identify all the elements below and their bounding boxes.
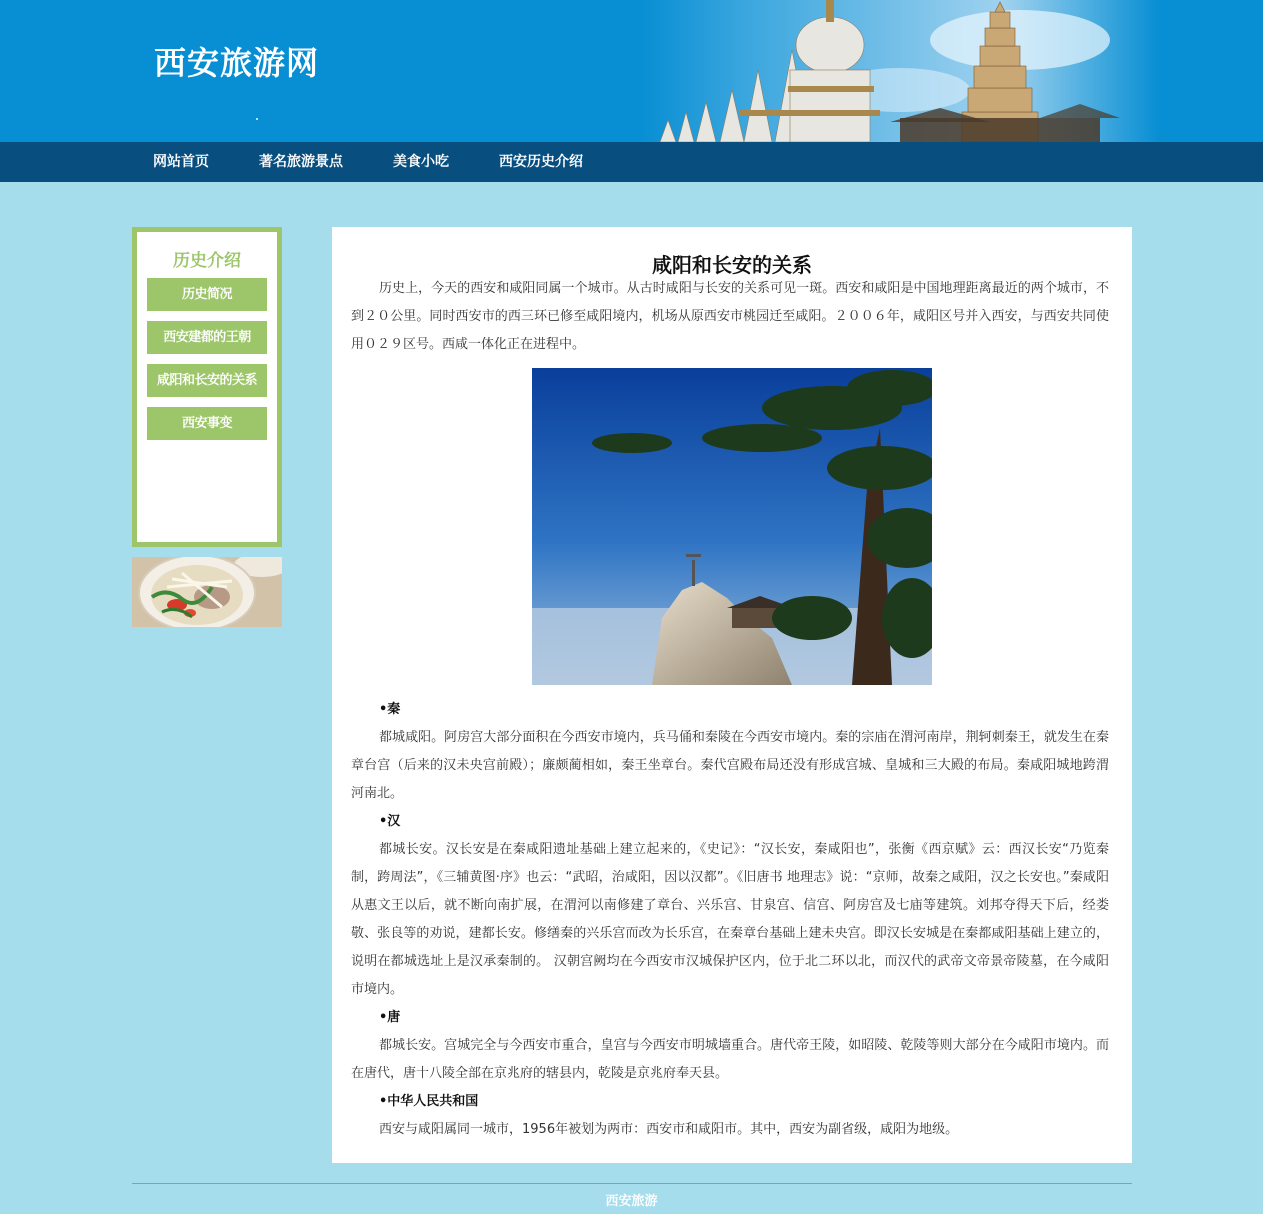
food-image[interactable] [132,557,282,627]
nav-item-food[interactable]: 美食小吃 [393,154,449,170]
site-header [0,0,1263,142]
footer-divider [132,1183,1132,1184]
section-heading-han: •汉 [379,814,401,829]
footer-text: 西安旅游 [605,1194,658,1209]
section-heading-prc: •中华人民共和国 [379,1094,479,1109]
sidebar-menu [132,227,282,547]
section-text-han: 都城长安。汉长安是在秦咸阳遗址基础上建立起来的，《史记》：“汉长安，秦咸阳也”，张衡《西京赋》云：西汉长安“乃览秦制，跨周法”，《三辅黄图·序》也云：“武昭，治咸阳，因以汉都”。《旧唐书 地理志》说：“京师，故秦之咸阳，汉之长安也。”秦咸阳从惠文王以后，就不断向南扩展，在渭河以南修建了章台、兴乐宫、甘泉宫、信宫、阿房宫及七庙等建筑。刘邦夺得天下后，经娄敬、张良等的劝说，建都长安。修缮秦的兴乐宫而改为长乐宫，在秦章台基础上建未央宫。即汉长安城是在秦都咸阳基础上建立的，说明在都城选址上是汉承秦制的。 汉朝宫阙均在今西安市汉城保护区内，位于北二环以北，而汉代的武帝文帝景帝陵墓，在今咸阳市境内。 [351,842,1109,997]
sidebar-item-xian-incident[interactable]: 西安事变 [147,407,267,440]
section-text-qin: 都城咸阳。阿房宫大部分面积在今西安市境内，兵马俑和秦陵在今西安市境内。秦的宗庙在渭河南岸，荆轲刺秦王，就发生在秦章台宫（后来的汉未央宫前殿）；廉颇蔺相如，秦王坐章台。秦代宫殿布局还没有形成宫城、皇城和三大殿的布局。秦咸阳城地跨渭河南北。 [351,730,1109,801]
section-text-tang: 都城长安。宫城完全与今西安市重合，皇宫与今西安市明城墙重合。唐代帝王陵，如昭陵、乾陵等则大部分在今咸阳市境内。而在唐代，唐十八陵全部在京兆府的辖县内，乾陵是京兆府奉天县。 [351,1038,1109,1081]
sidebar-item-dynasties[interactable]: 西安建都的王朝 [147,321,267,354]
sidebar-title: 历史介绍 [173,251,241,271]
nav-item-history[interactable]: 西安历史介绍 [499,154,583,170]
mountain-photo [532,368,932,685]
article-panel [332,227,1132,1163]
sidebar-item-overview[interactable]: 历史简况 [147,278,267,311]
article-title: 咸阳和长安的关系 [652,253,812,277]
sidebar-item-xianyang-changan[interactable]: 咸阳和长安的关系 [147,364,267,397]
section-text-prc: 西安与咸阳属同一城市，1956年被划为两市：西安市和咸阳市。其中，西安为副省级，咸阳为地级。 [379,1122,959,1137]
main-nav [0,142,1263,182]
site-logo[interactable]: 西安旅游网 [154,44,320,82]
section-heading-qin: •秦 [379,702,401,717]
section-heading-tang: •唐 [379,1010,401,1025]
banner-temple-image [640,0,1160,142]
article-intro: 历史上，今天的西安和咸阳同属一个城市。从古时咸阳与长安的关系可见一斑。西安和咸阳是中国地理距离最近的两个城市，不到２０公里。同时西安市的西三环已修至咸阳境内，机场从原西安市桃园迁至咸阳。２００６年，咸阳区号并入西安，与西安共同使用０２９区号。西咸一体化正在进程中。 [351,281,1109,352]
nav-item-home[interactable]: 网站首页 [153,154,209,170]
decorative-dot [256,118,258,120]
nav-item-attractions[interactable]: 著名旅游景点 [259,154,343,170]
